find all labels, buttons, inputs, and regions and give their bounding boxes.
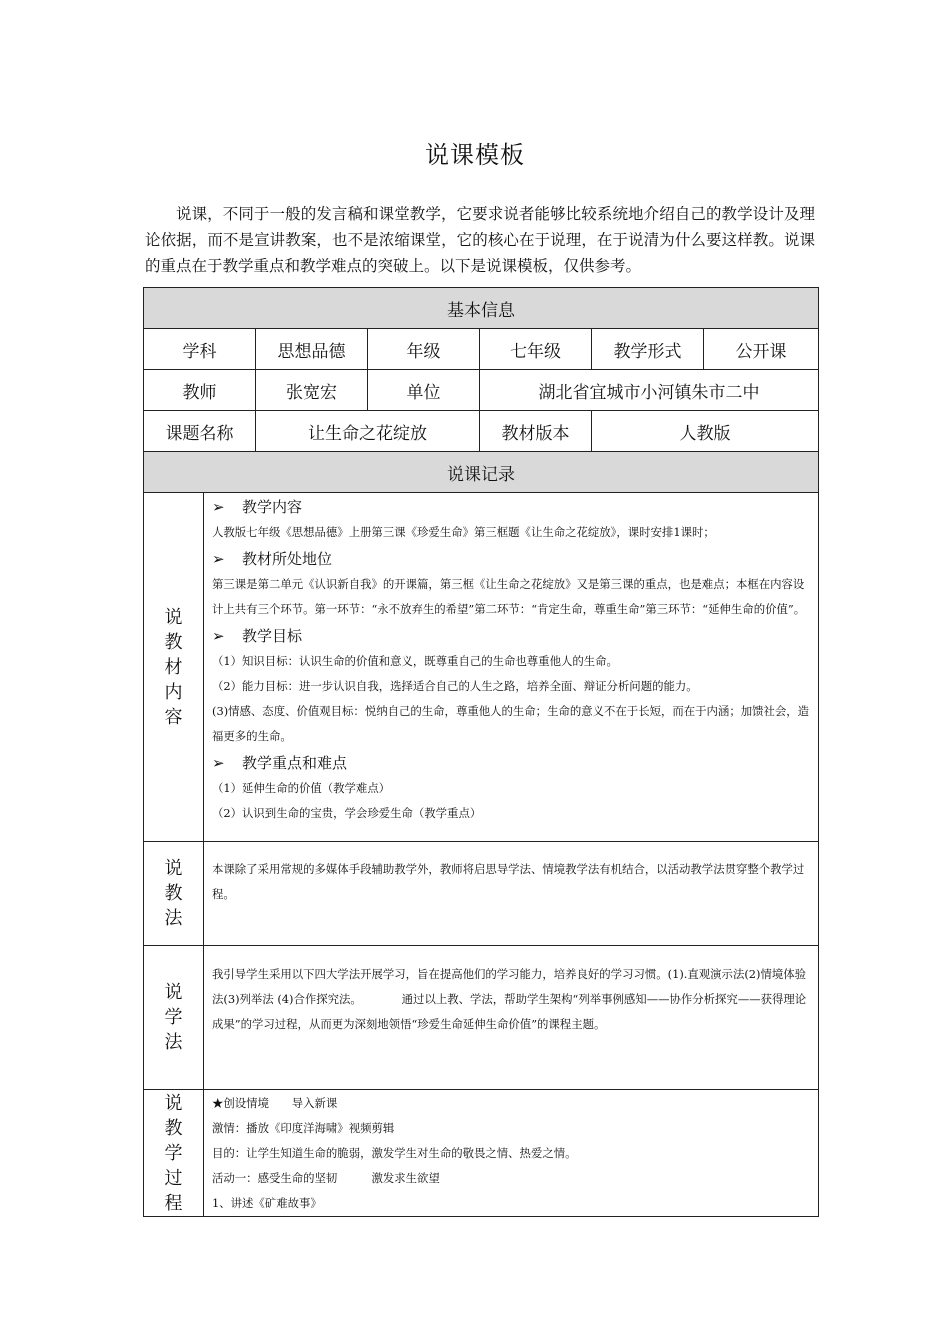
arrow-icon: ➢ <box>212 498 225 516</box>
text-methods: 本课除了采用常规的多媒体手段辅助教学外，教师将启思导学法、情境教学法有机结合，以活动教学法贯穿整个教学过程。 <box>212 862 805 901</box>
grade-value: 七年级 <box>480 329 592 370</box>
record-header: 说课记录 <box>144 452 819 493</box>
intro-paragraph: 说课，不同于一般的发言稿和课堂教学，它要求说者能够比较系统地介绍自己的教学设计及理论依据，而不是宣讲教案，也不是浓缩课堂，它的核心在于说理，在于说清为什么要这样教。说课的重点在于教学重点和教学难点的突破上。以下是说课模板，仅供参考。 <box>145 205 815 275</box>
text-goal-ability: （2）能力目标：进一步认识自我，选择适合自己的人生之路，培养全面、辩证分析问题的能力。 <box>212 679 698 693</box>
edition-label: 教材版本 <box>480 411 592 452</box>
arrow-icon: ➢ <box>212 627 225 645</box>
text-goal-knowledge: （1）知识目标：认识生命的价值和意义，既尊重自己的生命也尊重他人的生命。 <box>212 654 618 668</box>
text-goal-emotion: (3)情感、态度、价值观目标：悦纳自己的生命，尊重他人的生命；生命的意义不在于长短，而在于内涵；加馈社会，造福更多的生命。 <box>212 704 810 743</box>
topic-value: 让生命之花绽放 <box>256 411 480 452</box>
arrow-icon: ➢ <box>212 550 225 568</box>
heading-position: ➢ 教材所处地位 <box>212 547 810 572</box>
teacher-label: 教师 <box>144 370 256 411</box>
section-label-methods: 说教法 <box>144 842 204 946</box>
text-position: 第三课是第二单元《认识新自我》的开课篇，第三框《让生命之花绽放》又是第三课的重点，也是难点；本框在内容设计上共有三个环节。第一环节：“永不放弃生的希望”第二环节：“肯定生命，尊重生命”第三环节：“延伸生命的价值”。 <box>212 577 806 616</box>
section-content-materials <box>204 493 819 842</box>
grade-label: 年级 <box>368 329 480 370</box>
text-focus-key: （2）认识到生命的宝贵，学会珍爱生命（教学重点） <box>212 806 482 820</box>
section-label-materials: 说教材内容 <box>144 493 204 842</box>
edition-value: 人教版 <box>592 411 819 452</box>
text-content: 人教版七年级《思想品德》上册第三课《珍爱生命》第三框题《让生命之花绽放》，课时安排1课时； <box>212 525 715 539</box>
arrow-icon: ➢ <box>212 754 225 772</box>
text-learning: 我引导学生采用以下四大学法开展学习，旨在提高他们的学习能力，培养良好的学习习惯。(1).直观演示法(2)情境体验法(3)列举法 (4)合作探究法。 通过以上教、学法，帮助学生架构“列举事例感知——协作分析探究——获得理论成果”的学习过程，从而更为深刻地领悟“珍爱生命延伸生命价值”的课程主题。 <box>212 967 807 1031</box>
text-process-4: 活动一：感受生命的坚韧 激发求生欲望 <box>212 1171 440 1185</box>
subject-value: 思想品德 <box>256 329 368 370</box>
lesson-table <box>143 287 819 1217</box>
topic-label: 课题名称 <box>144 411 256 452</box>
section-content-methods <box>204 842 819 946</box>
subject-label: 学科 <box>144 329 256 370</box>
form-value: 公开课 <box>704 329 819 370</box>
text-focus-difficulty: （1）延伸生命的价值（教学难点） <box>212 781 391 795</box>
unit-label: 单位 <box>368 370 480 411</box>
text-process-2: 激情：播放《印度洋海啸》视频剪辑 <box>212 1121 395 1135</box>
page-title: 说课模板 <box>425 141 525 169</box>
section-content-process <box>204 1090 819 1217</box>
text-process-5: 1、讲述《矿难故事》 <box>212 1196 322 1210</box>
section-content-learning <box>204 946 819 1090</box>
heading-focus: ➢ 教学重点和难点 <box>212 751 810 776</box>
heading-content: ➢ 教学内容 <box>212 495 810 520</box>
section-label-learning: 说学法 <box>144 946 204 1090</box>
teacher-value: 张宽宏 <box>256 370 368 411</box>
heading-goals: ➢ 教学目标 <box>212 624 810 649</box>
section-label-process: 说教学过程 <box>144 1090 204 1217</box>
form-label: 教学形式 <box>592 329 704 370</box>
unit-value: 湖北省宜城市小河镇朱市二中 <box>480 370 819 411</box>
text-process-3: 目的：让学生知道生命的脆弱，激发学生对生命的敬畏之情、热爱之情。 <box>212 1146 577 1160</box>
text-process-1: ★创设情境 导入新课 <box>212 1096 338 1110</box>
basic-info-header: 基本信息 <box>144 288 819 329</box>
